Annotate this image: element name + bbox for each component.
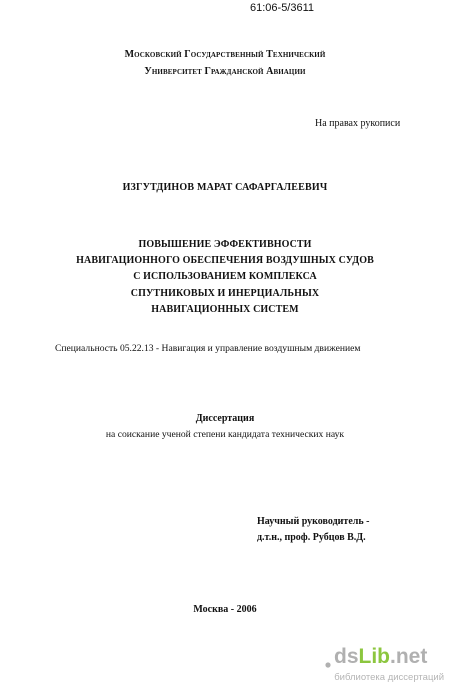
rights-note: На правах рукописи [315, 118, 401, 129]
title-line: СПУТНИКОВЫХ И ИНЕРЦИАЛЬНЫХ [130, 288, 320, 299]
dslib-logo [322, 641, 448, 669]
logo-dot-icon [325, 662, 330, 667]
author-name: ИЗГУТДИНОВ МАРАТ САФАРГАЛЕЕВИЧ [122, 182, 328, 193]
institution-line-2: Университет Гражданской Авиации [144, 66, 306, 77]
title-line: НАВИГАЦИОННЫХ СИСТЕМ [151, 304, 299, 315]
supervisor-label: Научный руководитель - [257, 516, 370, 527]
watermark [322, 641, 448, 689]
title-line: НАВИГАЦИОННОГО ОБЕСПЕЧЕНИЯ ВОЗДУШНЫХ СУДОВ [76, 255, 374, 266]
title-line: ПОВЫШЕНИЕ ЭФФЕКТИВНОСТИ [138, 239, 312, 250]
supervisor-name: д.т.н., проф. Рубцов В.Д. [257, 532, 366, 543]
logo-brand-text: dsLib.net [334, 645, 428, 668]
degree-purpose: на соискание ученой степени кандидата технических наук [105, 429, 345, 440]
specialty: Специальность 05.22.13 - Навигация и управление воздушным движением [55, 343, 361, 354]
document-type: Диссертация [195, 413, 255, 424]
city-year: Москва - 2006 [193, 604, 257, 615]
institution-line-1: Московский Государственный Технический [124, 49, 326, 60]
title-line: С ИСПОЛЬЗОВАНИЕМ КОМПЛЕКСА [133, 271, 317, 282]
watermark-subtitle: библиотека диссертаций [334, 672, 444, 683]
archive-code: 61:06-5/3611 [250, 2, 315, 14]
